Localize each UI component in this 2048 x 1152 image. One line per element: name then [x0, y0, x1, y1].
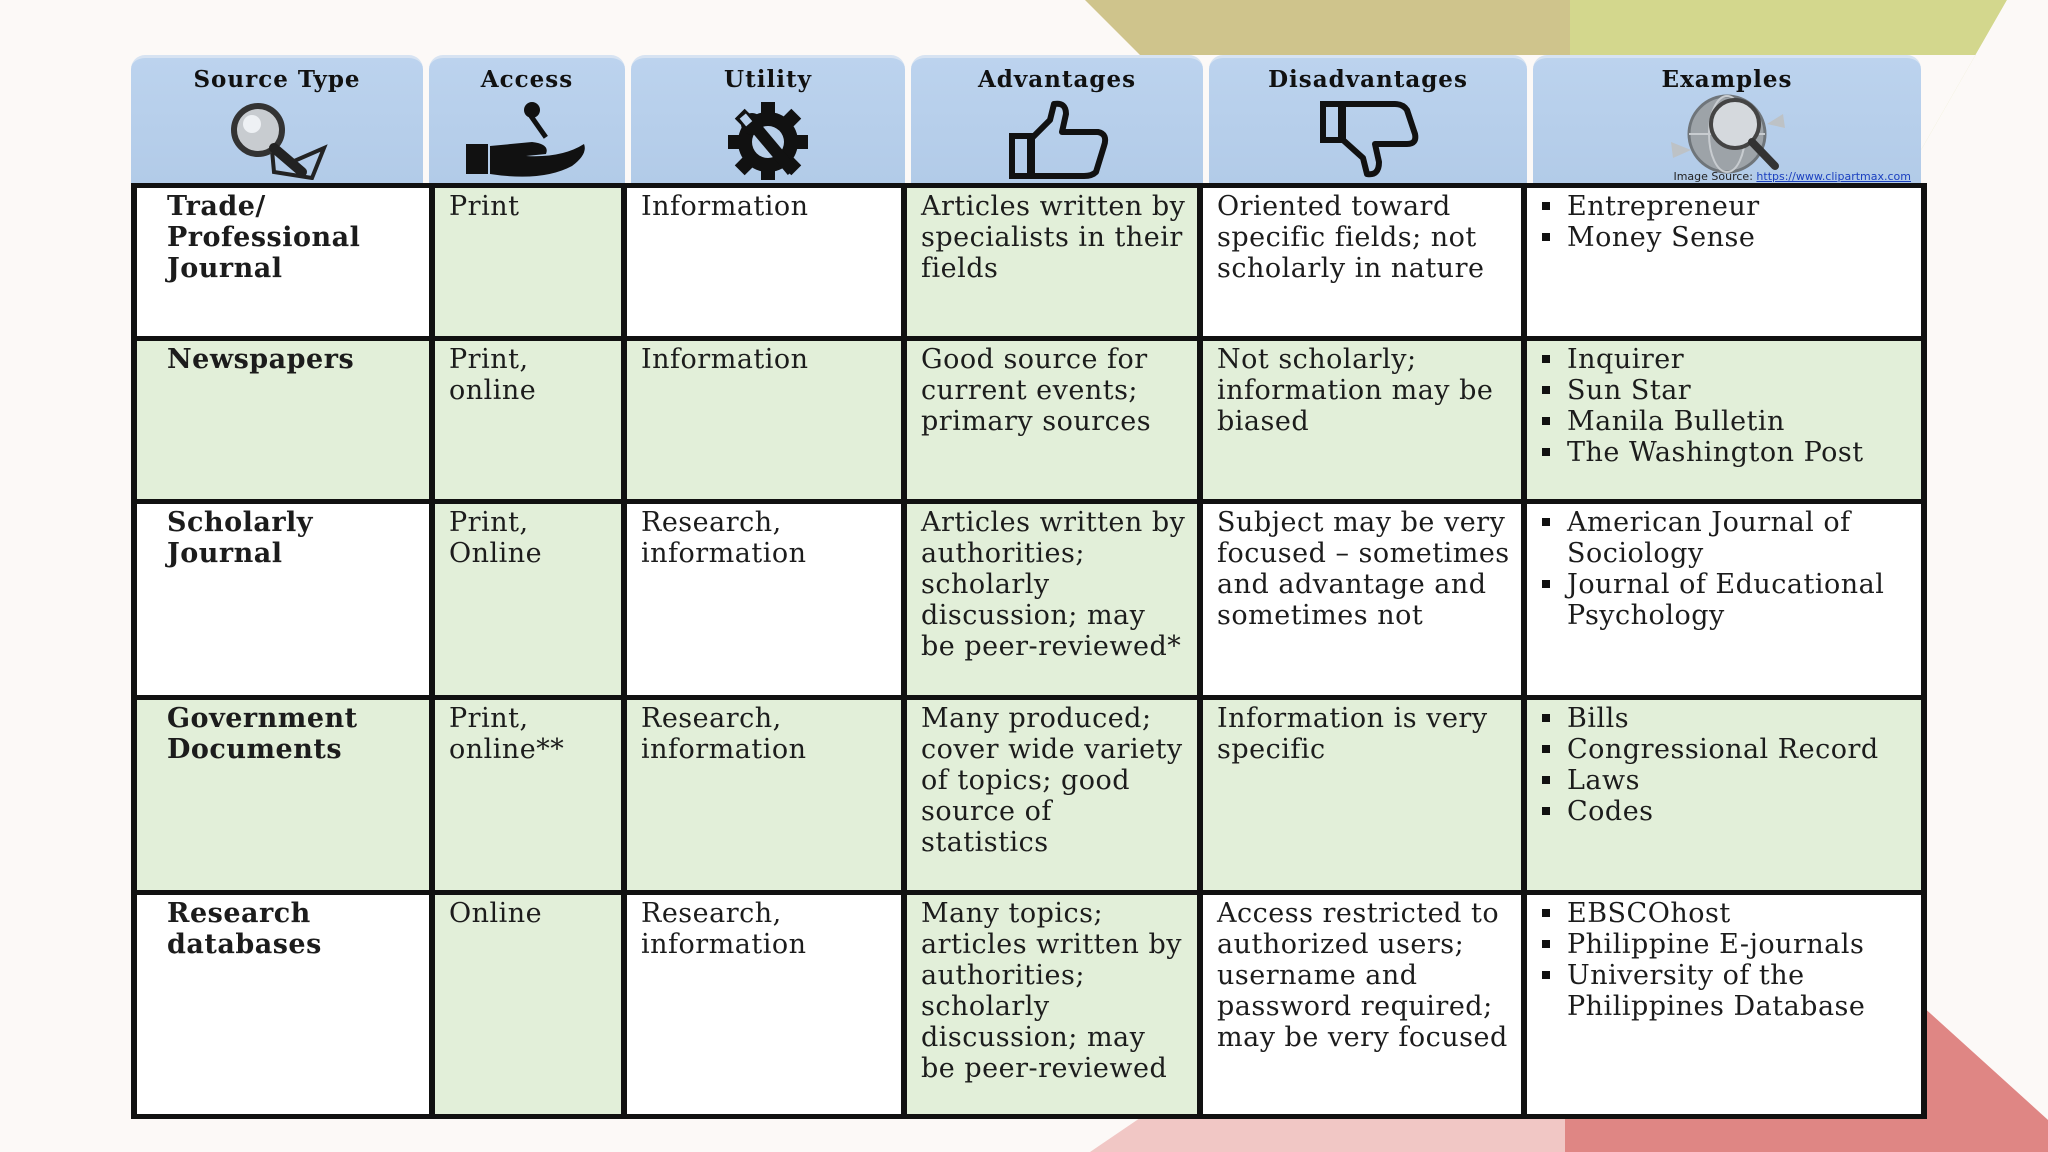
list-item: The Washington Post: [1541, 437, 1911, 468]
header-source-type: [131, 55, 423, 183]
cell-access: Print, Online: [432, 502, 624, 698]
cell-access: Print: [432, 186, 624, 339]
cell-utility: Research, information: [624, 893, 904, 1117]
thumbs-down-icon: [1303, 100, 1433, 184]
cell-disadvantages: Access restricted to authorized users; username and password required; may be very focused: [1200, 893, 1524, 1117]
header-label: Advantages: [977, 66, 1137, 93]
header-row: [131, 55, 1921, 183]
image-source-link[interactable]: https://www.clipartmax.com: [1756, 170, 1911, 183]
list-item: Congressional Record: [1541, 734, 1911, 765]
cell-advantages: Many topics; articles written by authorities; scholarly discussion; may be peer-reviewed: [904, 893, 1200, 1117]
cell-advantages: Articles written by authorities; scholarly discussion; may be peer-reviewed*: [904, 502, 1200, 698]
magnifier-icon: [212, 100, 342, 184]
cell-examples: [1524, 186, 1924, 339]
table-row: [134, 186, 1924, 339]
cell-examples: [1524, 893, 1924, 1117]
list-item: University of the Philippines Database: [1541, 960, 1911, 1022]
examples-list: [1541, 898, 1911, 1022]
cell-source-type: Newspapers: [134, 339, 432, 502]
list-item: Entrepreneur: [1541, 191, 1911, 222]
source-comparison-table: [131, 55, 1921, 1119]
header-utility: [631, 55, 905, 183]
cell-source-type: Scholarly Journal: [134, 502, 432, 698]
header-label: Disadvantages: [1268, 66, 1468, 93]
cell-utility: Research, information: [624, 502, 904, 698]
thumbs-up-icon: [992, 100, 1122, 184]
examples-list: [1541, 344, 1911, 468]
cell-disadvantages: Oriented toward specific fields; not scholarly in nature: [1200, 186, 1524, 339]
cell-access: Print, online: [432, 339, 624, 502]
examples-list: [1541, 507, 1911, 631]
cell-source-type: Research databases: [134, 893, 432, 1117]
header-access: [429, 55, 625, 183]
list-item: Journal of Educational Psychology: [1541, 569, 1911, 631]
header-label: Access: [480, 66, 574, 93]
list-item: Bills: [1541, 703, 1911, 734]
list-item: Laws: [1541, 765, 1911, 796]
cell-advantages: Many produced; cover wide variety of topics; good source of statistics: [904, 698, 1200, 893]
list-item: EBSCOhost: [1541, 898, 1911, 929]
cell-advantages: Articles written by specialists in their fields: [904, 186, 1200, 339]
cell-examples: [1524, 502, 1924, 698]
list-item: Inquirer: [1541, 344, 1911, 375]
cell-disadvantages: Information is very specific: [1200, 698, 1524, 893]
cell-utility: Information: [624, 186, 904, 339]
header-disadvantages: [1209, 55, 1527, 183]
header-label: Source Type: [193, 66, 361, 93]
image-source-prefix: Image Source:: [1673, 170, 1757, 183]
examples-list: [1541, 703, 1911, 827]
list-item: American Journal of Sociology: [1541, 507, 1911, 569]
cell-utility: Information: [624, 339, 904, 502]
header-examples: [1533, 55, 1921, 183]
data-grid: [131, 183, 1927, 1119]
list-item: Money Sense: [1541, 222, 1911, 253]
cell-source-type: Government Documents: [134, 698, 432, 893]
header-advantages: [911, 55, 1203, 183]
list-item: Codes: [1541, 796, 1911, 827]
cell-disadvantages: Not scholarly; information may be biased: [1200, 339, 1524, 502]
list-item: Sun Star: [1541, 375, 1911, 406]
header-label: Examples: [1661, 66, 1793, 93]
hand-key-icon: [462, 100, 592, 184]
cell-examples: [1524, 339, 1924, 502]
table-row: [134, 698, 1924, 893]
cell-examples: [1524, 698, 1924, 893]
table-row: [134, 893, 1924, 1117]
cell-utility: Research, information: [624, 698, 904, 893]
list-item: Manila Bulletin: [1541, 406, 1911, 437]
cell-advantages: Good source for current events; primary sources: [904, 339, 1200, 502]
table-row: [134, 502, 1924, 698]
gear-wrench-icon: [703, 100, 833, 184]
cell-disadvantages: Subject may be very focused – sometimes and advantage and sometimes not: [1200, 502, 1524, 698]
cell-access: Online: [432, 893, 624, 1117]
examples-list: [1541, 191, 1911, 253]
table-row: [134, 339, 1924, 502]
cell-access: Print, online**: [432, 698, 624, 893]
image-source-credit: [1673, 170, 1911, 183]
list-item: Philippine E-journals: [1541, 929, 1911, 960]
cell-source-type: Trade/ Professional Journal: [134, 186, 432, 339]
header-label: Utility: [724, 66, 812, 93]
